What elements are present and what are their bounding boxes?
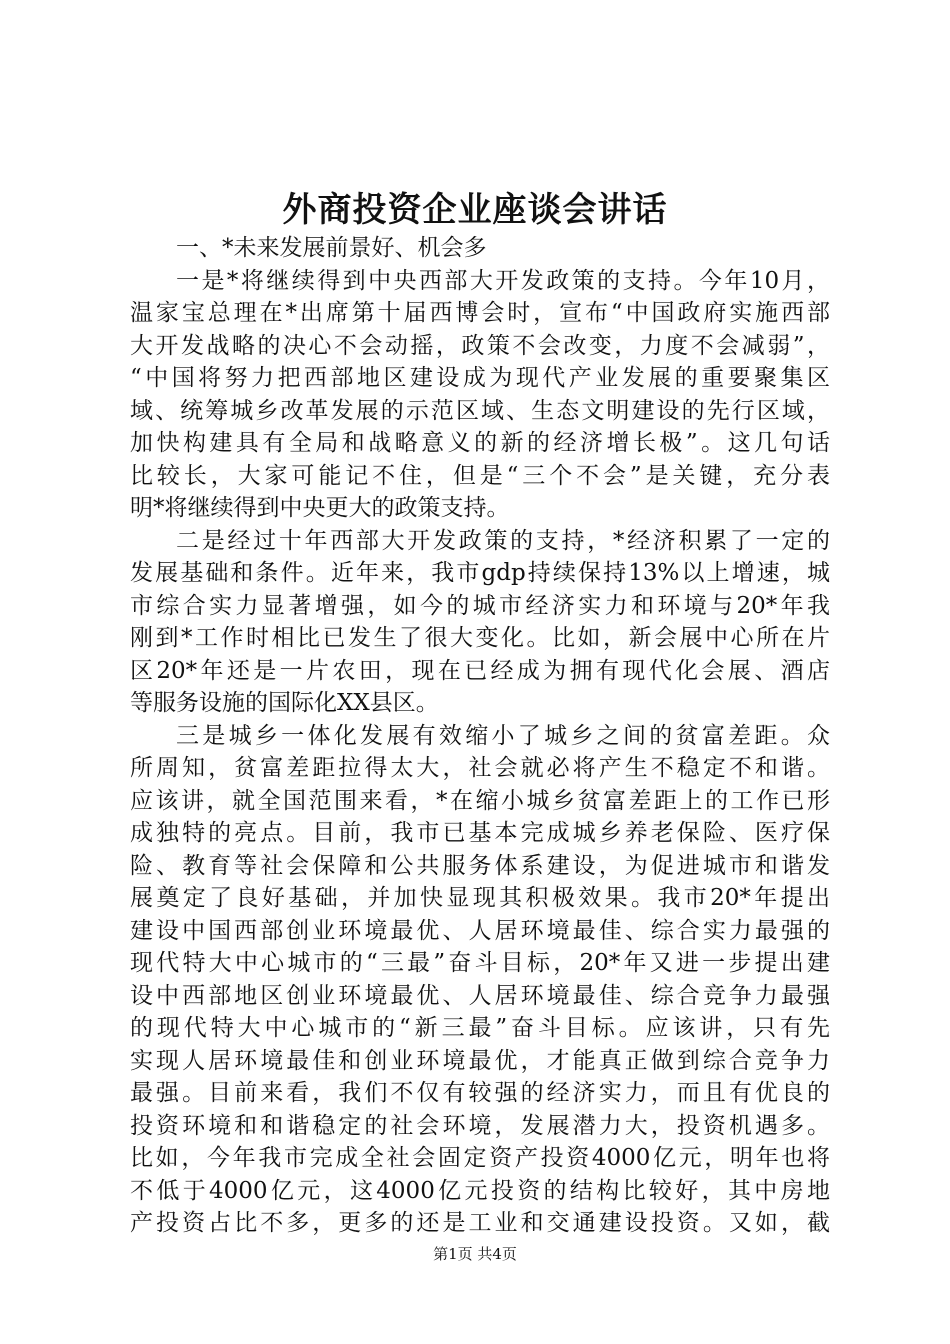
text-line: 加快构建具有全局和战略意义的新的经济增长极”。这几句话 [130, 430, 830, 456]
text-line: 刚到*工作时相比已发生了很大变化。比如，新会展中心所在片 [130, 625, 830, 651]
text-line: 明*将继续得到中央更大的政策支持。 [130, 495, 510, 521]
text-line: 区20*年还是一片农田，现在已经成为拥有现代化会展、酒店 [130, 657, 830, 684]
text-line: “中国将努力把西部地区建设成为现代产业发展的重要聚集区 [130, 365, 830, 391]
text-line: 投资环境和和谐稳定的社会环境，发展潜力大，投资机遇多。 [130, 1112, 830, 1139]
text-line: 实现人居环境最佳和创业环境最优，才能真正做到综合竞争力 [130, 1047, 830, 1074]
text-line: 现代特大中心城市的“三最”奋斗目标，20*年又进一步提出建 [130, 950, 830, 976]
text-line: 一是*将继续得到中央西部大开发政策的支持。今年10月， [176, 267, 830, 294]
text-line: 险、教育等社会保障和公共服务体系建设，为促进城市和谐发 [130, 852, 830, 879]
text-line: 的现代特大中心城市的“新三最”奋斗目标。应该讲，只有先 [130, 1015, 830, 1041]
paragraph-1 [130, 265, 830, 525]
paragraph-2 [130, 525, 830, 720]
text-line: 比较长，大家可能记不住，但是“三个不会”是关键，充分表 [130, 462, 830, 489]
text-line: 设中西部地区创业环境最优、人居环境最佳、综合竞争力最强 [130, 982, 830, 1009]
text-line: 建设中国西部创业环境最优、人居环境最佳、综合实力最强的 [130, 917, 830, 944]
text-line: 二是经过十年西部大开发政策的支持，*经济积累了一定的 [176, 527, 830, 554]
text-line: 大开发战略的决心不会动摇，政策不会改变，力度不会减弱”， [130, 332, 830, 359]
text-line: 市综合实力显著增强，如今的城市经济实力和环境与20*年我 [130, 592, 830, 619]
text-line: 应该讲，就全国范围来看，*在缩小城乡贫富差距上的工作已形 [130, 787, 830, 814]
text-line: 成独特的亮点。目前，我市已基本完成城乡养老保险、医疗保 [130, 820, 830, 846]
text-line: 所周知，贫富差距拉得太大，社会就必将产生不稳定不和谐。 [130, 755, 830, 781]
text-line: 等服务设施的国际化XX县区。 [130, 690, 439, 716]
text-line: 温家宝总理在*出席第十届西博会时，宣布“中国政府实施西部 [130, 300, 830, 326]
text-line: 比如，今年我市完成全社会固定资产投资4000亿元，明年也将 [130, 1145, 830, 1171]
text-line: 最强。目前来看，我们不仅有较强的经济实力，而且有优良的 [130, 1080, 830, 1106]
paragraph-3 [130, 720, 830, 1240]
section-heading: 一、*未来发展前景好、机会多 [176, 235, 487, 261]
text-line: 三是城乡一体化发展有效缩小了城乡之间的贫富差距。众 [176, 722, 830, 749]
text-line: 展奠定了良好基础，并加快显现其积极效果。我市20*年提出 [130, 885, 830, 911]
text-line: 不低于4000亿元，这4000亿元投资的结构比较好，其中房地 [130, 1177, 830, 1204]
text-line: 域、统筹城乡改革发展的示范区域、生态文明建设的先行区域， [130, 397, 830, 424]
text-line: 发展基础和条件。近年来，我市gdp持续保持13%以上增速，城 [130, 560, 830, 586]
page-footer: 第1页 共4页 [433, 1245, 517, 1263]
text-line: 产投资占比不多，更多的还是工业和交通建设投资。又如，截 [130, 1210, 830, 1236]
document-title: 外商投资企业座谈会讲话 [282, 190, 668, 230]
document-body [130, 232, 830, 1240]
